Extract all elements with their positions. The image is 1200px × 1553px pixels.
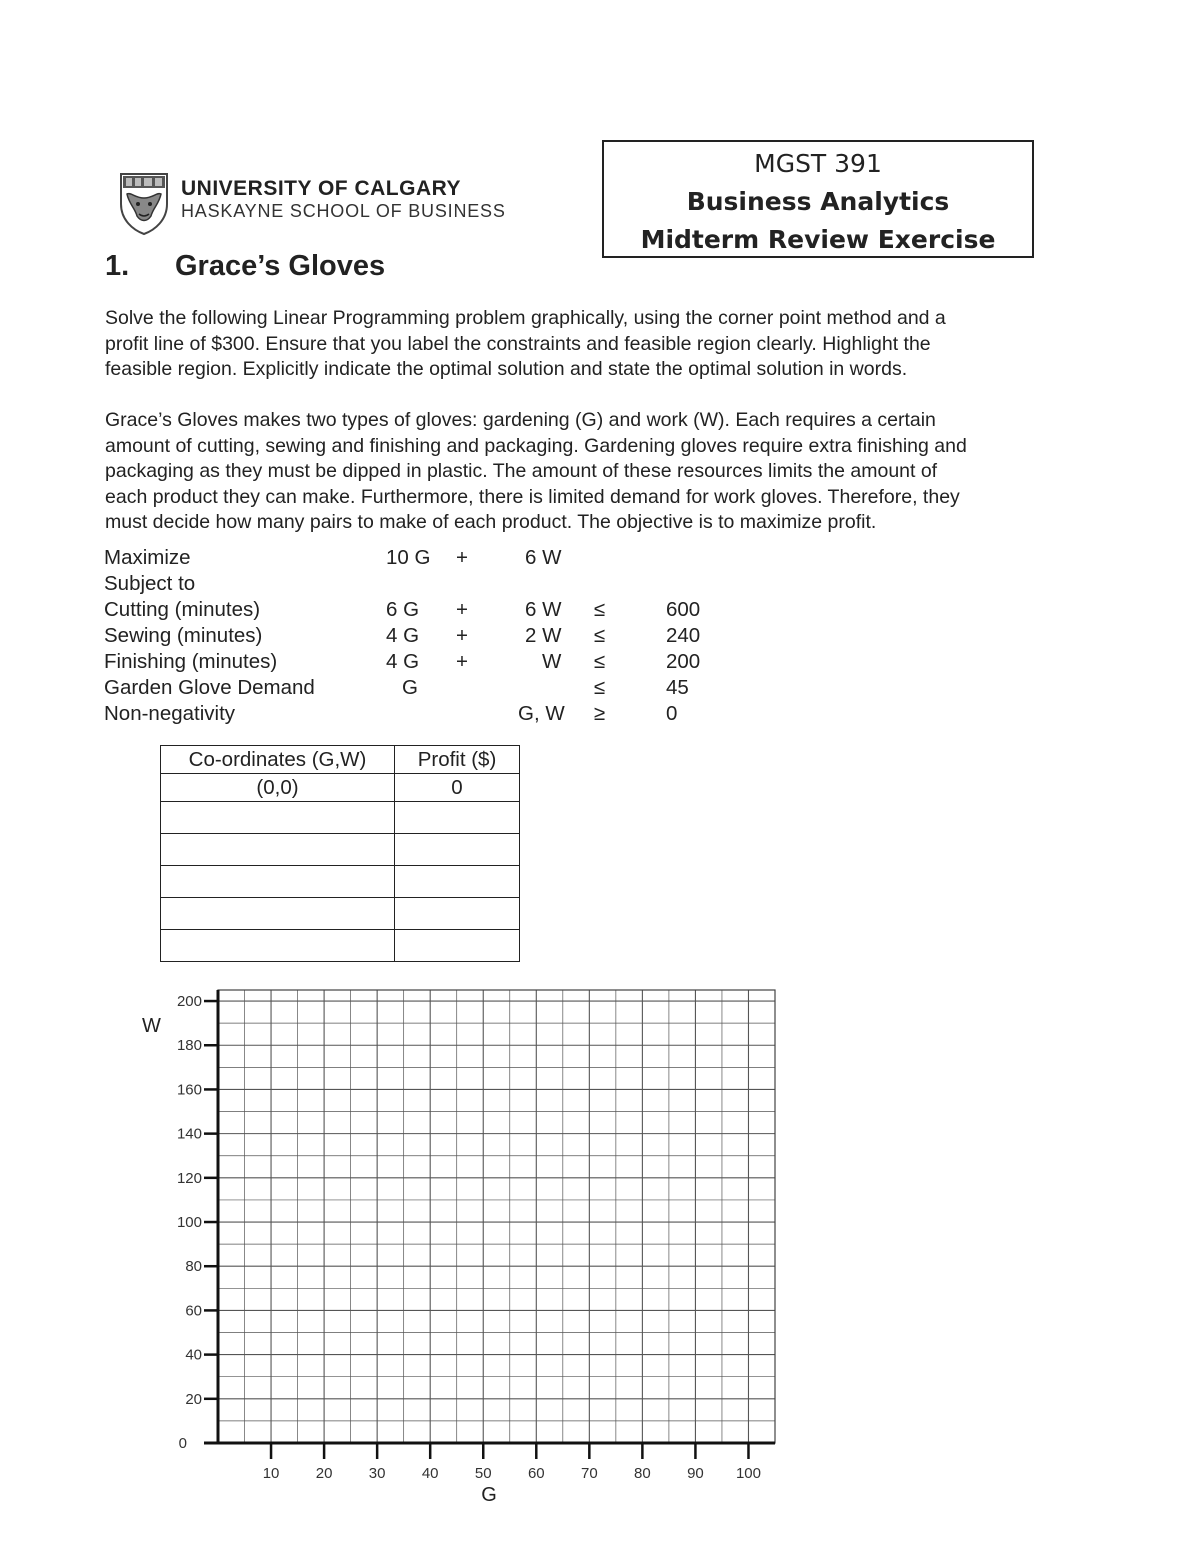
- blank-graph-grid: [130, 985, 790, 1515]
- table-row: [161, 802, 520, 834]
- question-title: Grace’s Gloves: [175, 250, 386, 282]
- y-tick-label: 100: [176, 1214, 202, 1232]
- table-cell-profit: [395, 898, 520, 930]
- course-code: MGST 391: [754, 149, 882, 178]
- x-tick-label: 60: [527, 1465, 545, 1482]
- constraint-operator: +: [456, 624, 468, 647]
- table-row: [161, 774, 520, 802]
- constraint-operator: +: [456, 598, 468, 621]
- instructions-line: feasible region. Explicitly indicate the optimal solution and state the optimal solution in words.: [105, 358, 908, 380]
- constraint-rhs: 45: [666, 676, 689, 699]
- y-tick-label: 0: [178, 1435, 187, 1452]
- x-tick-label: 20: [315, 1465, 333, 1482]
- instructions-line: profit line of $300. Ensure that you label the constraints and feasible region clearly. Highlight the: [105, 332, 931, 355]
- constraint-label: Cutting (minutes): [104, 598, 261, 621]
- table-row: [161, 930, 520, 962]
- question-number: 1.: [105, 250, 130, 282]
- axes: [204, 990, 775, 1443]
- axis-ticks: [177, 993, 761, 1482]
- constraint-w-term: 2 W: [525, 624, 562, 647]
- table-cell-coordinates: [161, 930, 395, 962]
- objective-operator: +: [456, 546, 468, 569]
- y-tick-label: 140: [176, 1125, 202, 1143]
- constraint-sign: ≤: [594, 624, 606, 647]
- subject-to-label: Subject to: [104, 572, 196, 595]
- objective-g-term: 10 G: [386, 546, 431, 569]
- constraint-rhs: 600: [666, 598, 701, 621]
- table-row: [161, 834, 520, 866]
- exercise-title: Midterm Review Exercise: [640, 225, 996, 254]
- constraint-sign: ≤: [594, 598, 606, 621]
- y-tick-label: 40: [185, 1346, 202, 1364]
- grid-border: [218, 990, 775, 1443]
- constraint-g-term: 4 G: [386, 650, 420, 673]
- x-tick-label: 80: [634, 1465, 651, 1482]
- y-tick-label: 160: [176, 1081, 202, 1099]
- instructions-line: Solve the following Linear Programming problem graphically, using the corner point method and a: [105, 307, 946, 329]
- y-tick-label: 120: [176, 1169, 202, 1187]
- table-row: [161, 866, 520, 898]
- table-cell-coordinates: [161, 802, 395, 834]
- x-tick-label: 40: [421, 1465, 439, 1482]
- y-tick-label: 200: [176, 993, 202, 1011]
- x-tick-label: 30: [368, 1465, 386, 1482]
- objective-w-term: 6 W: [525, 546, 562, 569]
- y-tick-label: 60: [185, 1302, 202, 1320]
- constraint-rhs: 200: [666, 650, 701, 673]
- school-name: HASKAYNE SCHOOL OF BUSINESS: [181, 201, 506, 221]
- table-cell-coordinates: [161, 834, 395, 866]
- table-row: [161, 898, 520, 930]
- table-header-row: [161, 746, 520, 774]
- course-name: Business Analytics: [686, 187, 950, 216]
- y-tick-label: 180: [176, 1037, 202, 1055]
- constraint-label: Sewing (minutes): [104, 624, 263, 647]
- description-line: amount of cutting, sewing and finishing and packaging. Gardening gloves require extra finishing and: [105, 434, 967, 457]
- constraint-sign: ≤: [594, 650, 606, 673]
- table-cell-coordinates: (0,0): [161, 774, 395, 802]
- y-axis-title: W: [142, 1015, 161, 1037]
- university-name: UNIVERSITY OF CALGARY: [181, 177, 462, 200]
- constraint-rhs: 0: [666, 702, 678, 725]
- constraint-w-term: G, W: [518, 702, 565, 725]
- x-tick-label: 50: [474, 1465, 492, 1482]
- constraint-g-term: G: [402, 676, 418, 699]
- table-cell-profit: [395, 930, 520, 962]
- description-line: packaging as they must be dipped in plastic. The amount of these resources limits the amount of: [105, 460, 938, 482]
- constraint-w-term: W: [542, 650, 562, 673]
- constraint-rhs: 240: [666, 624, 701, 647]
- table-cell-profit: 0: [395, 774, 520, 802]
- table-header-coordinates: Co-ordinates (G,W): [161, 746, 395, 774]
- constraint-operator: +: [456, 650, 468, 673]
- x-axis-title: G: [481, 1484, 497, 1506]
- x-tick-label: 10: [262, 1465, 280, 1482]
- constraint-g-term: 4 G: [386, 624, 420, 647]
- description-line: each product they can make. Furthermore, there is limited demand for work gloves. Therefore, they: [105, 485, 960, 508]
- grid-lines: [218, 990, 775, 1443]
- course-info-box: [602, 140, 1034, 258]
- constraint-sign: ≥: [594, 702, 606, 725]
- description-paragraph: [105, 408, 967, 536]
- description-line: must decide how many pairs to make of each product. The objective is to maximize profit.: [105, 511, 877, 533]
- constraint-g-term: 6 G: [386, 598, 420, 621]
- description-line: Grace’s Gloves makes two types of gloves: gardening (G) and work (W). Each requires a certain: [105, 409, 936, 431]
- instructions-paragraph: [105, 306, 946, 383]
- table-cell-coordinates: [161, 866, 395, 898]
- university-crest-logo: [117, 170, 171, 236]
- constraint-label: Garden Glove Demand: [104, 676, 315, 699]
- x-tick-label: 100: [735, 1465, 761, 1482]
- y-tick-label: 20: [185, 1390, 202, 1408]
- y-tick-label: 80: [185, 1258, 202, 1276]
- objective-label: Maximize: [104, 546, 191, 569]
- table-cell-coordinates: [161, 898, 395, 930]
- constraint-label: Non-negativity: [104, 702, 236, 725]
- table-cell-profit: [395, 866, 520, 898]
- table-header-profit: Profit ($): [395, 746, 520, 774]
- x-tick-label: 90: [687, 1465, 704, 1482]
- constraint-w-term: 6 W: [525, 598, 562, 621]
- x-tick-label: 70: [580, 1465, 598, 1482]
- table-cell-profit: [395, 802, 520, 834]
- constraint-label: Finishing (minutes): [104, 650, 278, 673]
- corner-point-table: [160, 745, 520, 962]
- constraint-sign: ≤: [594, 676, 606, 699]
- table-cell-profit: [395, 834, 520, 866]
